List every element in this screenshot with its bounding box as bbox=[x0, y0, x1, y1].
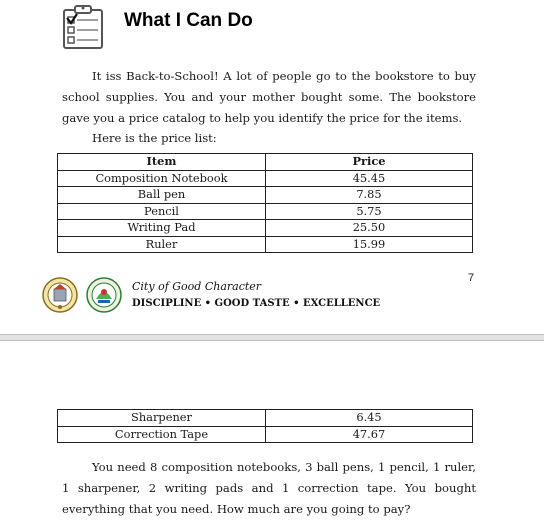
item-price: 45.45 bbox=[266, 170, 473, 187]
item-price: 7.85 bbox=[266, 187, 473, 204]
table-row bbox=[58, 170, 473, 187]
city-motto-script: City of Good Character bbox=[132, 280, 262, 293]
price-table bbox=[57, 153, 473, 253]
item-name: Composition Notebook bbox=[58, 170, 266, 187]
intro-paragraph: It iss Back-to-School! A lot of people go to the bookstore to buy school supplies. You and your mother bought some. The bookstore gave you a price catalog to help you identify the price for the items. bbox=[62, 69, 476, 125]
item-name: Ruler bbox=[58, 236, 266, 253]
column-header-price: Price bbox=[266, 154, 473, 171]
item-price: 25.50 bbox=[266, 220, 473, 237]
price-list-intro: Here is the price list: bbox=[92, 131, 217, 145]
city-seal-icon bbox=[86, 277, 122, 313]
column-header-item: Item bbox=[58, 154, 266, 171]
item-name: Pencil bbox=[58, 203, 266, 220]
item-name: Writing Pad bbox=[58, 220, 266, 237]
checklist-clipboard-icon bbox=[60, 4, 106, 50]
table-header-row bbox=[58, 154, 473, 171]
table-row bbox=[58, 220, 473, 237]
school-seal-icon bbox=[42, 277, 78, 313]
table-row bbox=[58, 236, 473, 253]
item-price: 6.45 bbox=[266, 410, 473, 427]
table-row bbox=[58, 203, 473, 220]
item-price: 15.99 bbox=[266, 236, 473, 253]
table-row bbox=[58, 187, 473, 204]
question-paragraph: You need 8 composition notebooks, 3 ball pens, 1 pencil, 1 ruler, 1 sharpener, 2 writing pads and 1 correction tape. You bought everything that you need. How much are you going to pay? bbox=[62, 460, 476, 516]
item-name: Sharpener bbox=[58, 410, 266, 427]
item-price: 5.75 bbox=[266, 203, 473, 220]
city-motto: DISCIPLINE • GOOD TASTE • EXCELLENCE bbox=[132, 298, 381, 309]
item-name: Correction Tape bbox=[58, 426, 266, 443]
table-row bbox=[58, 426, 473, 443]
table-row bbox=[58, 410, 473, 427]
price-table-continued bbox=[57, 409, 473, 443]
item-name: Ball pen bbox=[58, 187, 266, 204]
page-number: 7 bbox=[468, 272, 475, 284]
item-price: 47.67 bbox=[266, 426, 473, 443]
section-title: What I Can Do bbox=[124, 10, 253, 31]
